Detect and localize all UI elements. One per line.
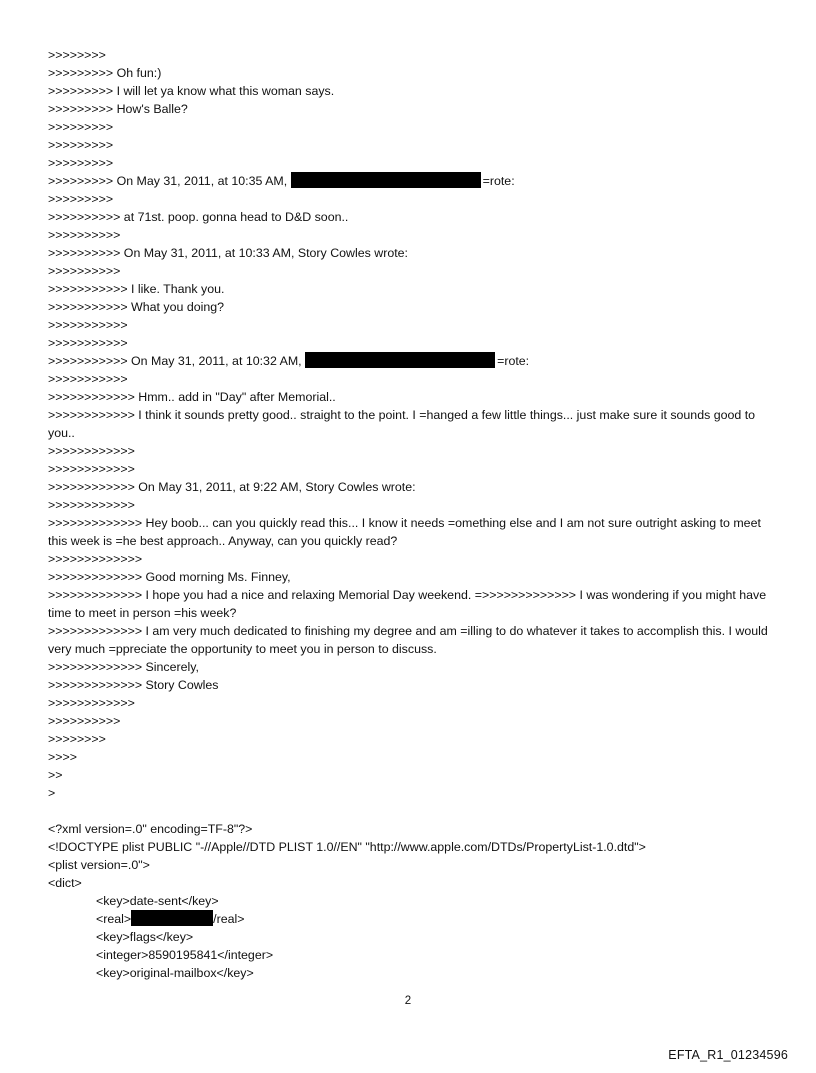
text-line: >>>>>>>>> xyxy=(48,138,114,152)
text-line: >>>>>>>>>>>>> Hey boob... can you quickly read this... I know it needs =omething else and I am not sure outright asking to meet this week is =he best approach.. Anyway, can you quickly read? xyxy=(48,516,761,548)
text-line: >>>>>>>>>>>>> xyxy=(48,552,143,566)
plist-dict-entries xyxy=(48,892,778,982)
line-text: =rote: xyxy=(482,174,515,188)
line-text: >>>>>>>>>>> On May 31, 2011, at 10:32 AM, xyxy=(48,354,306,368)
text-line: >>>>>>>>>> at 71st. poop. gonna head to D&D soon.. xyxy=(48,210,349,224)
text-line-redacted xyxy=(48,910,778,928)
text-line: >>>>>>>>>>>>> Story Cowles xyxy=(48,678,219,692)
text-line: <dict> xyxy=(48,876,82,890)
plist-header xyxy=(48,820,778,892)
text-line: >>>>>>>>> xyxy=(48,120,114,134)
text-line: <plist version=.0"> xyxy=(48,858,150,872)
text-line: >>>>>>>>>>> What you doing? xyxy=(48,300,225,314)
text-line: >>>>>>>>>> On May 31, 2011, at 10:33 AM, Story Cowles wrote: xyxy=(48,246,409,260)
text-line: >>>>>>>>> How's Balle? xyxy=(48,102,188,116)
text-line: >>>>>>>>>>> xyxy=(48,372,128,386)
page-number: 2 xyxy=(404,995,412,1007)
text-line: >>>>>>>>>>>> I think it sounds pretty good.. straight to the point. I =hanged a few little things... just make sure it sounds good to you.. xyxy=(48,408,756,440)
text-line: >>>>>>>>>>>> xyxy=(48,696,135,710)
line-text: =rote: xyxy=(497,354,530,368)
text-line: >>>>>>>> xyxy=(48,732,106,746)
redaction-block xyxy=(305,352,495,368)
text-line: >>>>>>>>>>>> Hmm.. add in "Day" after Memorial.. xyxy=(48,390,336,404)
text-line: <key>date-sent</key> xyxy=(96,894,219,908)
text-line: >> xyxy=(48,768,63,782)
text-line-redacted xyxy=(48,172,778,190)
text-line: >>>>>>>>>>>>> I hope you had a nice and relaxing Memorial Day weekend. =>>>>>>>>>>>>> I was wondering if you might have time to meet in person =his week? xyxy=(48,588,767,620)
text-line: <key>original-mailbox</key> xyxy=(96,966,254,980)
text-line: <key>flags</key> xyxy=(96,930,194,944)
redaction-block xyxy=(291,172,481,188)
text-line: <?xml version=.0" encoding=TF-8"?> xyxy=(48,822,253,836)
text-line: >>>>>>>>> xyxy=(48,156,114,170)
text-line: >>>>>>>>>>>>> I am very much dedicated to finishing my degree and am =illing to do whatever it takes to accomplish this. I would very much =ppreciate the opportunity to meet you in person to discuss. xyxy=(48,624,768,656)
text-line: >>>>>>>>> xyxy=(48,192,114,206)
text-line: >>>>>>>>>>> xyxy=(48,318,128,332)
text-line: >>>>>>>>>> xyxy=(48,264,121,278)
line-text: <real> xyxy=(96,912,132,926)
bates-number: EFTA_R1_01234596 xyxy=(668,1048,788,1062)
text-line: >>>>>>>>>>>> On May 31, 2011, at 9:22 AM, Story Cowles wrote: xyxy=(48,480,416,494)
document-body xyxy=(48,46,778,982)
text-line: >>>>>>>>>> xyxy=(48,714,121,728)
text-line: <!DOCTYPE plist PUBLIC "-//Apple//DTD PLIST 1.0//EN" "http://www.apple.com/DTDs/PropertyList-1.0.dtd"> xyxy=(48,840,646,854)
text-line: >>>> xyxy=(48,750,77,764)
text-line: >>>>>>>>>>>> xyxy=(48,498,135,512)
line-text: >>>>>>>>> On May 31, 2011, at 10:35 AM, xyxy=(48,174,291,188)
text-line: >>>>>>>>>>>>> Good morning Ms. Finney, xyxy=(48,570,291,584)
text-line: >>>>>>>>> I will let ya know what this woman says. xyxy=(48,84,335,98)
text-line: >>>>>>>>>> xyxy=(48,228,121,242)
email-thread xyxy=(48,46,778,802)
line-text: /real> xyxy=(213,912,245,926)
text-line: >>>>>>>> xyxy=(48,48,106,62)
spacer xyxy=(48,802,778,820)
text-line: > xyxy=(48,786,56,800)
text-line: >>>>>>>>>>>> xyxy=(48,444,135,458)
text-line: >>>>>>>>>>> I like. Thank you. xyxy=(48,282,225,296)
text-line: >>>>>>>>>>> xyxy=(48,336,128,350)
redaction-block xyxy=(131,910,213,926)
text-line-redacted xyxy=(48,352,778,370)
text-line: <integer>8590195841</integer> xyxy=(96,948,274,962)
text-line: >>>>>>>>>>>>> Sincerely, xyxy=(48,660,199,674)
text-line: >>>>>>>>> Oh fun:) xyxy=(48,66,162,80)
text-line: >>>>>>>>>>>> xyxy=(48,462,135,476)
